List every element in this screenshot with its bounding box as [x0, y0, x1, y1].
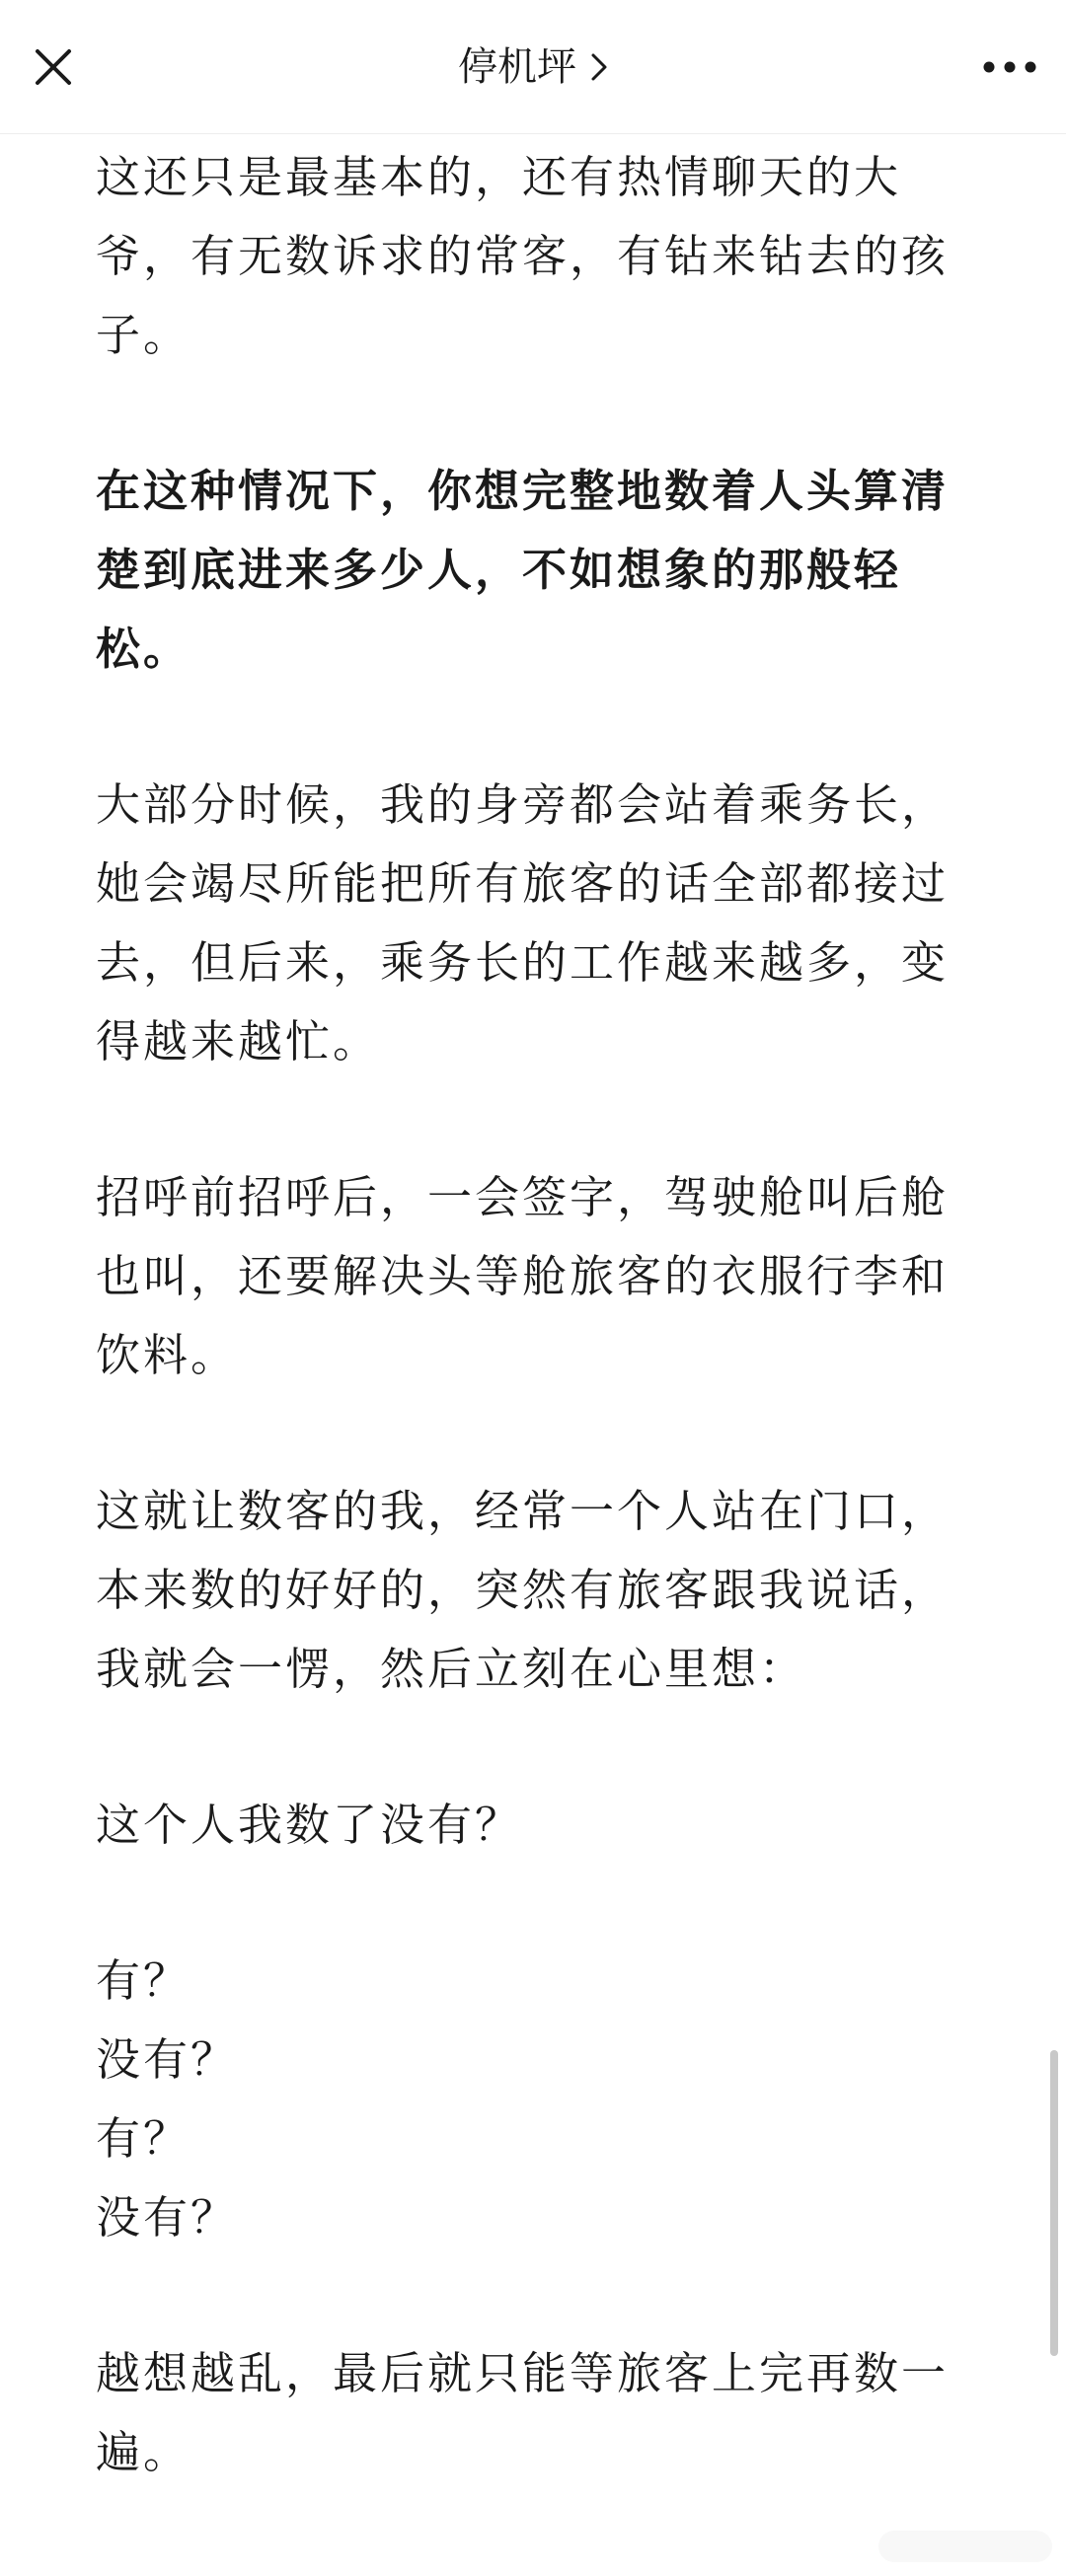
article-paragraph	[96, 1942, 984, 2257]
paragraph-line: 没有？	[96, 2033, 239, 2086]
article-paragraph	[96, 452, 984, 689]
paragraph-line: 去，但后来，乘务长的工作越来越多，变	[96, 936, 950, 989]
paragraph-line: 我就会一愣，然后立刻在心里想：	[96, 1643, 807, 1695]
paragraph-line: 有？	[96, 2112, 191, 2165]
more-options-button[interactable]	[973, 36, 1046, 99]
paragraph-line: 这还只是最基本的，还有热情聊天的大	[96, 151, 902, 203]
article-paragraph	[96, 766, 984, 1081]
watermark-logo	[876, 2525, 1054, 2568]
top-navigation-bar	[0, 0, 1066, 134]
paragraph-line: 得越来越忙。	[96, 1015, 381, 1067]
scrollbar-thumb[interactable]	[1050, 2050, 1058, 2356]
article-paragraph	[96, 1472, 984, 1709]
account-title-link[interactable]	[458, 37, 608, 97]
paragraph-line: 遍。	[96, 2426, 191, 2478]
paragraph-line: 大部分时候，我的身旁都会站着乘务长，	[96, 778, 950, 831]
article-paragraph	[96, 1786, 984, 1865]
paragraph-line: 爷，有无数诉求的常客，有钻来钻去的孩	[96, 230, 950, 282]
paragraph-line: 招呼前招呼后，一会签字，驾驶舱叫后舱	[96, 1171, 950, 1223]
article-paragraph	[96, 138, 984, 375]
article-body	[96, 138, 984, 2569]
paragraph-line: 子。	[96, 309, 191, 361]
page-title: 停机坪	[458, 44, 576, 90]
paragraph-line: 这就让数客的我，经常一个人站在门口，	[96, 1485, 950, 1537]
article-paragraph	[96, 1158, 984, 1395]
paragraph-line: 松。	[96, 623, 191, 675]
paragraph-line: 在这种情况下，你想完整地数着人头算清	[96, 465, 950, 517]
paragraph-line: 楚到底进来多少人，不如想象的那般轻	[96, 544, 902, 596]
paragraph-line: 有？	[96, 1954, 191, 2007]
paragraph-line: 饮料。	[96, 1329, 239, 1381]
chevron-right-icon	[590, 52, 608, 82]
paragraph-line: 也叫，还要解决头等舱旅客的衣服行李和	[96, 1250, 950, 1302]
paragraph-line: 她会竭尽所能把所有旅客的话全部都接过	[96, 857, 950, 910]
paragraph-line: 越想越乱，最后就只能等旅客上完再数一	[96, 2347, 950, 2399]
more-icon	[982, 60, 1037, 74]
paragraph-line: 这个人我数了没有？	[96, 1799, 523, 1851]
paragraph-line: 本来数的好好的，突然有旅客跟我说话，	[96, 1564, 950, 1616]
article-paragraph	[96, 2334, 984, 2492]
paragraph-line: 没有？	[96, 2191, 239, 2244]
